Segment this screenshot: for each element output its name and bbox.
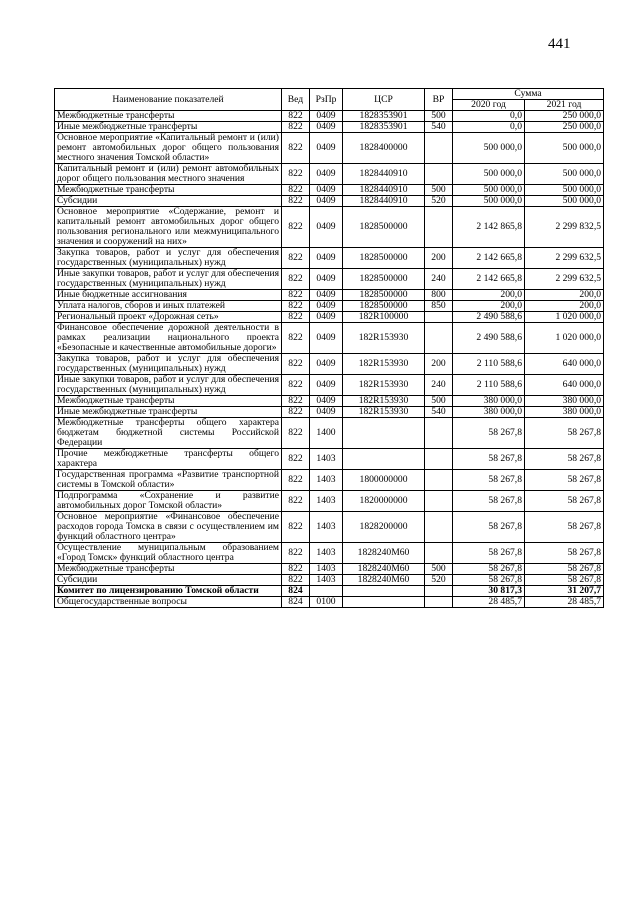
header-name: Наименование показателей — [55, 89, 282, 111]
row-rzpr: 0409 — [310, 164, 343, 185]
header-rzpr: РзПр — [310, 89, 343, 111]
row-sum-2021: 250 000,0 — [525, 122, 604, 133]
row-rzpr: 0409 — [310, 196, 343, 207]
row-vr — [425, 470, 453, 491]
table-row — [55, 512, 604, 543]
row-name: Закупка товаров, работ и услуг для обеспечения государственных (муниципальных) нужд — [55, 354, 282, 375]
row-name: Прочие межбюджетные трансферты общего характера — [55, 449, 282, 470]
row-sum-2021: 500 000,0 — [525, 133, 604, 164]
row-csr — [343, 418, 425, 449]
row-ved: 822 — [282, 301, 310, 312]
table-row — [55, 312, 604, 323]
budget-table — [54, 88, 604, 608]
row-ved: 822 — [282, 185, 310, 196]
row-name: Иные закупки товаров, работ и услуг для обеспечения государственных (муниципальных) нужд — [55, 375, 282, 396]
row-vr — [425, 323, 453, 354]
table-row — [55, 122, 604, 133]
row-name: Подпрограмма «Сохранение и развитие автомобильных дорог Томской области» — [55, 491, 282, 512]
row-ved: 822 — [282, 196, 310, 207]
row-ved: 822 — [282, 470, 310, 491]
row-ved: 822 — [282, 407, 310, 418]
row-vr: 240 — [425, 375, 453, 396]
row-sum-2020: 500 000,0 — [453, 164, 525, 185]
row-ved: 822 — [282, 290, 310, 301]
row-name: Государственная программа «Развитие транспортной системы в Томской области» — [55, 470, 282, 491]
row-csr: 182R153930 — [343, 396, 425, 407]
table-row — [55, 196, 604, 207]
page-number: 441 — [548, 36, 571, 52]
table-row — [55, 564, 604, 575]
row-rzpr: 0409 — [310, 407, 343, 418]
row-rzpr: 0409 — [310, 269, 343, 290]
row-sum-2020: 2 490 588,6 — [453, 312, 525, 323]
row-ved: 822 — [282, 354, 310, 375]
row-sum-2020: 2 110 588,6 — [453, 375, 525, 396]
row-name: Иные бюджетные ассигнования — [55, 290, 282, 301]
row-rzpr: 1403 — [310, 564, 343, 575]
row-sum-2020: 2 490 588,6 — [453, 323, 525, 354]
row-sum-2021: 640 000,0 — [525, 354, 604, 375]
row-name: Межбюджетные трансферты общего характера бюджетам бюджетной системы Российской Федерации — [55, 418, 282, 449]
row-name: Финансовое обеспечение дорожной деятельности в рамках реализации национального проекта «Безопасные и качественные автомобильные дороги» — [55, 323, 282, 354]
row-sum-2021: 500 000,0 — [525, 185, 604, 196]
row-rzpr: 0409 — [310, 185, 343, 196]
row-sum-2020: 2 142 665,8 — [453, 269, 525, 290]
table-row — [55, 597, 604, 608]
table-row — [55, 207, 604, 248]
row-vr — [425, 207, 453, 248]
row-sum-2020: 0,0 — [453, 111, 525, 122]
table-row — [55, 111, 604, 122]
row-sum-2021: 500 000,0 — [525, 164, 604, 185]
row-ved: 822 — [282, 449, 310, 470]
row-sum-2020: 58 267,8 — [453, 512, 525, 543]
row-ved: 822 — [282, 248, 310, 269]
header-vr: ВР — [425, 89, 453, 111]
header-csr: ЦСР — [343, 89, 425, 111]
row-rzpr: 0409 — [310, 111, 343, 122]
row-csr — [343, 449, 425, 470]
table-row — [55, 575, 604, 586]
row-sum-2020: 500 000,0 — [453, 133, 525, 164]
row-sum-2021: 2 299 632,5 — [525, 248, 604, 269]
row-vr — [425, 418, 453, 449]
row-sum-2020: 380 000,0 — [453, 396, 525, 407]
row-ved: 822 — [282, 543, 310, 564]
table-row — [55, 323, 604, 354]
row-ved: 822 — [282, 164, 310, 185]
row-vr — [425, 312, 453, 323]
row-vr: 540 — [425, 407, 453, 418]
row-vr: 540 — [425, 122, 453, 133]
table-row — [55, 375, 604, 396]
row-vr: 800 — [425, 290, 453, 301]
row-name: Межбюджетные трансферты — [55, 564, 282, 575]
row-csr: 1828353901 — [343, 122, 425, 133]
row-ved: 822 — [282, 207, 310, 248]
row-vr: 240 — [425, 269, 453, 290]
row-sum-2021: 380 000,0 — [525, 396, 604, 407]
row-sum-2021: 58 267,8 — [525, 512, 604, 543]
row-name: Основное мероприятие «Содержание, ремонт и капитальный ремонт автомобильных дорог общего пользования регионального или межмуниципального значения и сооружений на них» — [55, 207, 282, 248]
row-sum-2020: 58 267,8 — [453, 449, 525, 470]
row-name: Иные закупки товаров, работ и услуг для обеспечения государственных (муниципальных) нужд — [55, 269, 282, 290]
row-name: Субсидии — [55, 575, 282, 586]
table-row — [55, 248, 604, 269]
row-rzpr: 0409 — [310, 323, 343, 354]
row-vr — [425, 512, 453, 543]
row-sum-2020: 380 000,0 — [453, 407, 525, 418]
row-sum-2021: 1 020 000,0 — [525, 323, 604, 354]
row-rzpr: 0409 — [310, 207, 343, 248]
row-rzpr: 0409 — [310, 122, 343, 133]
row-sum-2020: 500 000,0 — [453, 185, 525, 196]
row-csr: 1828240M60 — [343, 564, 425, 575]
row-rzpr: 1403 — [310, 543, 343, 564]
row-ved: 822 — [282, 312, 310, 323]
row-csr: 1828240M60 — [343, 575, 425, 586]
header-sum: Сумма — [453, 89, 604, 100]
row-sum-2021: 58 267,8 — [525, 575, 604, 586]
row-sum-2021: 2 299 832,5 — [525, 207, 604, 248]
row-ved: 822 — [282, 396, 310, 407]
row-sum-2020: 58 267,8 — [453, 491, 525, 512]
row-sum-2020: 200,0 — [453, 290, 525, 301]
row-rzpr: 0409 — [310, 396, 343, 407]
row-csr: 1828440910 — [343, 164, 425, 185]
row-sum-2021: 58 267,8 — [525, 543, 604, 564]
row-vr: 500 — [425, 564, 453, 575]
row-vr — [425, 449, 453, 470]
row-sum-2020: 58 267,8 — [453, 575, 525, 586]
row-sum-2021: 31 207,7 — [525, 586, 604, 597]
row-sum-2020: 58 267,8 — [453, 543, 525, 564]
row-vr — [425, 133, 453, 164]
header-year-2020: 2020 год — [453, 100, 525, 111]
row-sum-2020: 58 267,8 — [453, 564, 525, 575]
row-csr: 1828500000 — [343, 207, 425, 248]
table-row — [55, 418, 604, 449]
row-sum-2021: 58 267,8 — [525, 418, 604, 449]
row-csr: 1828500000 — [343, 290, 425, 301]
row-sum-2020: 500 000,0 — [453, 196, 525, 207]
row-csr: 1828500000 — [343, 301, 425, 312]
row-sum-2020: 58 267,8 — [453, 418, 525, 449]
row-sum-2020: 58 267,8 — [453, 470, 525, 491]
row-name: Осуществление муниципальным образованием «Город Томск» функций областного центра — [55, 543, 282, 564]
row-name: Иные межбюджетные трансферты — [55, 122, 282, 133]
row-ved: 822 — [282, 323, 310, 354]
row-csr: 182R153930 — [343, 323, 425, 354]
row-name: Межбюджетные трансферты — [55, 111, 282, 122]
row-rzpr: 0409 — [310, 301, 343, 312]
row-csr: 1820000000 — [343, 491, 425, 512]
row-csr — [343, 597, 425, 608]
row-name: Региональный проект «Дорожная сеть» — [55, 312, 282, 323]
row-sum-2021: 380 000,0 — [525, 407, 604, 418]
row-sum-2020: 2 110 588,6 — [453, 354, 525, 375]
row-vr: 500 — [425, 185, 453, 196]
row-sum-2021: 58 267,8 — [525, 564, 604, 575]
row-vr — [425, 491, 453, 512]
row-rzpr: 0409 — [310, 133, 343, 164]
row-sum-2020: 2 142 865,8 — [453, 207, 525, 248]
row-ved: 822 — [282, 133, 310, 164]
row-sum-2020: 30 817,3 — [453, 586, 525, 597]
table-body — [55, 111, 604, 608]
table-row — [55, 491, 604, 512]
row-csr: 182R153930 — [343, 375, 425, 396]
row-vr: 500 — [425, 111, 453, 122]
row-name: Межбюджетные трансферты — [55, 185, 282, 196]
row-rzpr: 1400 — [310, 418, 343, 449]
row-vr — [425, 586, 453, 597]
row-vr: 520 — [425, 196, 453, 207]
table-row — [55, 407, 604, 418]
row-csr: 1828500000 — [343, 269, 425, 290]
table-row — [55, 301, 604, 312]
row-name: Основное мероприятие «Капитальный ремонт и (или) ремонт автомобильных дорог общего пользования местного значения Томской области» — [55, 133, 282, 164]
table-row — [55, 449, 604, 470]
row-rzpr: 0100 — [310, 597, 343, 608]
row-sum-2021: 1 020 000,0 — [525, 312, 604, 323]
row-vr: 200 — [425, 354, 453, 375]
row-ved: 822 — [282, 564, 310, 575]
row-vr: 850 — [425, 301, 453, 312]
row-csr: 182R153930 — [343, 407, 425, 418]
table-row — [55, 185, 604, 196]
row-rzpr: 1403 — [310, 449, 343, 470]
row-sum-2021: 200,0 — [525, 290, 604, 301]
row-sum-2021: 200,0 — [525, 301, 604, 312]
row-name: Комитет по лицензированию Томской области — [55, 586, 282, 597]
header-ved: Вед — [282, 89, 310, 111]
row-vr: 500 — [425, 396, 453, 407]
row-csr: 1828353901 — [343, 111, 425, 122]
row-vr: 200 — [425, 248, 453, 269]
table-row — [55, 543, 604, 564]
row-sum-2020: 0,0 — [453, 122, 525, 133]
row-rzpr: 0409 — [310, 312, 343, 323]
row-csr: 1828440910 — [343, 196, 425, 207]
row-ved: 822 — [282, 269, 310, 290]
row-csr — [343, 586, 425, 597]
row-ved: 822 — [282, 418, 310, 449]
row-ved: 822 — [282, 491, 310, 512]
row-sum-2021: 58 267,8 — [525, 449, 604, 470]
table-row — [55, 269, 604, 290]
row-name: Иные межбюджетные трансферты — [55, 407, 282, 418]
row-ved: 822 — [282, 122, 310, 133]
row-sum-2021: 58 267,8 — [525, 491, 604, 512]
row-csr: 1828200000 — [343, 512, 425, 543]
row-name: Основное мероприятие «Финансовое обеспечение расходов города Томска в связи с осуществлением им функций областного центра» — [55, 512, 282, 543]
table-row — [55, 290, 604, 301]
row-rzpr: 1403 — [310, 470, 343, 491]
row-sum-2021: 500 000,0 — [525, 196, 604, 207]
row-csr: 182R153930 — [343, 354, 425, 375]
row-ved: 822 — [282, 575, 310, 586]
row-rzpr: 0409 — [310, 290, 343, 301]
table-row — [55, 586, 604, 597]
row-rzpr: 0409 — [310, 375, 343, 396]
row-csr: 182R100000 — [343, 312, 425, 323]
row-sum-2021: 28 485,7 — [525, 597, 604, 608]
table-row — [55, 164, 604, 185]
row-csr: 1828500000 — [343, 248, 425, 269]
row-csr: 1800000000 — [343, 470, 425, 491]
row-csr: 1828400000 — [343, 133, 425, 164]
row-csr: 1828240M60 — [343, 543, 425, 564]
row-ved: 822 — [282, 375, 310, 396]
row-rzpr: 0409 — [310, 248, 343, 269]
row-name: Капитальный ремонт и (или) ремонт автомобильных дорог общего пользования местного значения — [55, 164, 282, 185]
row-vr — [425, 543, 453, 564]
header-year-2021: 2021 год — [525, 100, 604, 111]
row-name: Межбюджетные трансферты — [55, 396, 282, 407]
row-ved: 822 — [282, 111, 310, 122]
row-rzpr — [310, 586, 343, 597]
row-vr — [425, 597, 453, 608]
row-name: Уплата налогов, сборов и иных платежей — [55, 301, 282, 312]
row-vr: 520 — [425, 575, 453, 586]
row-ved: 824 — [282, 586, 310, 597]
row-name: Общегосударственные вопросы — [55, 597, 282, 608]
table-row — [55, 133, 604, 164]
row-sum-2021: 250 000,0 — [525, 111, 604, 122]
row-vr — [425, 164, 453, 185]
row-sum-2021: 640 000,0 — [525, 375, 604, 396]
row-name: Субсидии — [55, 196, 282, 207]
row-sum-2021: 2 299 632,5 — [525, 269, 604, 290]
row-rzpr: 1403 — [310, 575, 343, 586]
row-ved: 822 — [282, 512, 310, 543]
table-row — [55, 470, 604, 491]
row-name: Закупка товаров, работ и услуг для обеспечения государственных (муниципальных) нужд — [55, 248, 282, 269]
table-row — [55, 396, 604, 407]
row-ved: 824 — [282, 597, 310, 608]
row-sum-2020: 2 142 665,8 — [453, 248, 525, 269]
row-sum-2020: 28 485,7 — [453, 597, 525, 608]
row-rzpr: 1403 — [310, 491, 343, 512]
row-csr: 1828440910 — [343, 185, 425, 196]
table-row — [55, 354, 604, 375]
row-sum-2021: 58 267,8 — [525, 470, 604, 491]
row-rzpr: 1403 — [310, 512, 343, 543]
row-rzpr: 0409 — [310, 354, 343, 375]
row-sum-2020: 200,0 — [453, 301, 525, 312]
